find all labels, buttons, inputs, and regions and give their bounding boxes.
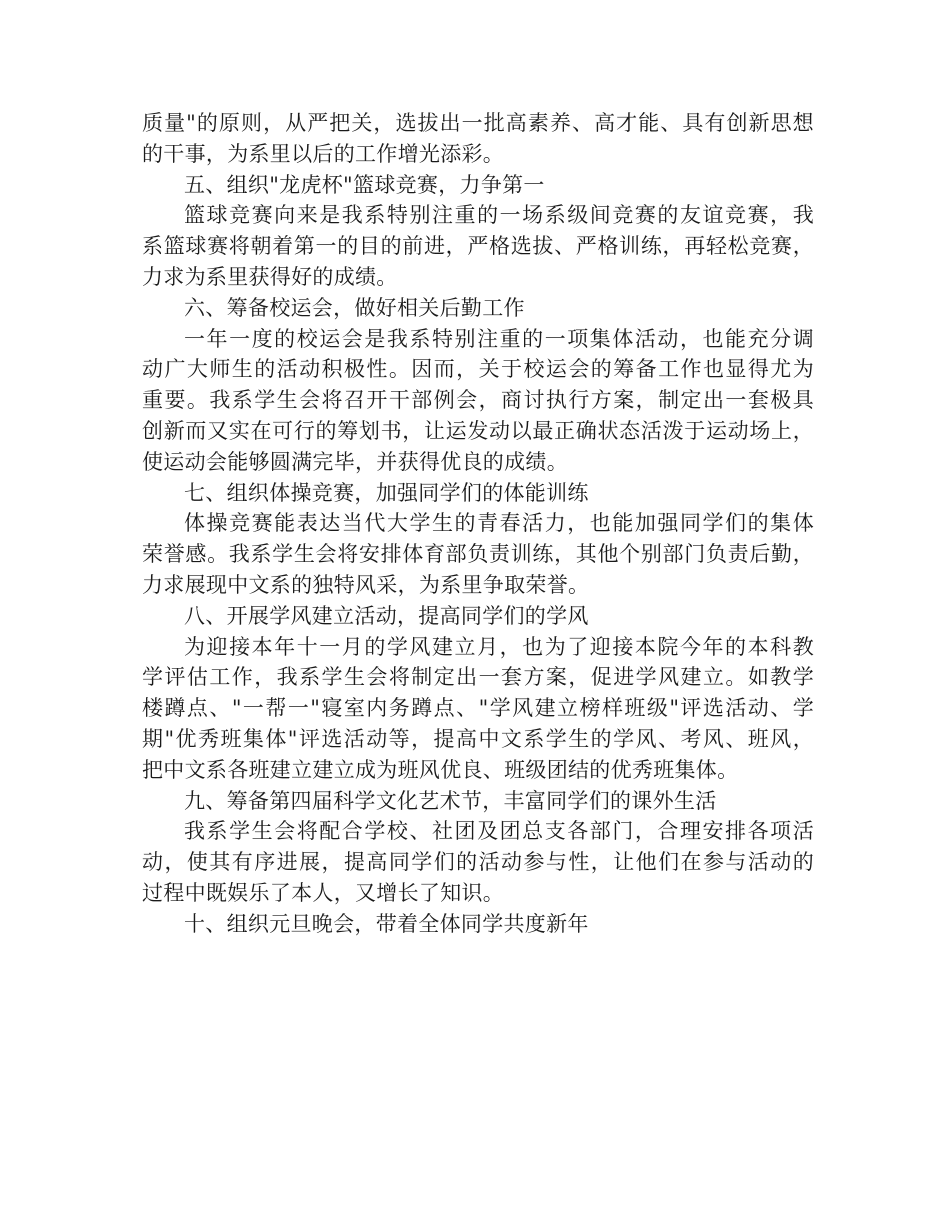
text-line: 过程中既娱乐了本人，又增长了知识。 <box>142 880 505 905</box>
text-line: 力求展现中文系的独特风采，为系里争取荣誉。 <box>142 572 590 597</box>
text-line: 八、开展学风建立活动，提高同学们的学风 <box>184 603 589 628</box>
text-line: 为迎接本年十一月的学风建立月，也为了迎接本院今年的本科教 <box>184 634 814 659</box>
text-line: 力求为系里获得好的成绩。 <box>142 264 398 289</box>
text-line: 荣誉感。我系学生会将安排体育部负责训练，其他个别部门负责后勤， <box>142 542 814 567</box>
text-line: 使运动会能够圆满完毕，并获得优良的成绩。 <box>142 449 568 474</box>
text-line: 动广大师生的活动积极性。因而，关于校运会的筹备工作也显得尤为 <box>142 357 814 382</box>
text-line: 楼蹲点、"一帮一"寝室内务蹲点、"学风建立榜样班级"评选活动、学 <box>142 696 814 721</box>
document-page <box>142 108 814 940</box>
text-line: 一年一度的校运会是我系特别注重的一项集体活动，也能充分调 <box>184 326 814 351</box>
text-line: 六、筹备校运会，做好相关后勤工作 <box>184 295 525 320</box>
text-line: 学评估工作，我系学生会将制定出一套方案，促进学风建立。如教学 <box>142 665 814 690</box>
text-line: 篮球竞赛向来是我系特别注重的一场系级间竞赛的友谊竞赛，我 <box>184 203 814 228</box>
text-line: 七、组织体操竞赛，加强同学们的体能训练 <box>184 480 589 505</box>
text-line: 把中文系各班建立建立成为班风优良、班级团结的优秀班集体。 <box>142 757 739 782</box>
text-line: 动，使其有序进展，提高同学们的活动参与性，让他们在参与活动的 <box>142 850 814 875</box>
text-line: 九、筹备第四届科学文化艺术节，丰富同学们的课外生活 <box>184 788 717 813</box>
text-line: 体操竞赛能表达当代大学生的青春活力，也能加强同学们的集体 <box>184 511 814 536</box>
text-line: 期"优秀班集体"评选活动等，提高中文系学生的学风、考风、班风， <box>142 726 814 751</box>
text-line: 系篮球赛将朝着第一的目的前进，严格选拔、严格训练，再轻松竞赛， <box>142 234 814 259</box>
text-line: 创新而又实在可行的筹划书，让运发动以最正确状态活泼于运动场上， <box>142 418 814 443</box>
text-line: 的干事，为系里以后的工作增光添彩。 <box>142 141 505 166</box>
text-line: 重要。我系学生会将召开干部例会，商讨执行方案，制定出一套极具 <box>142 388 814 413</box>
text-line: 质量"的原则，从严把关，选拔出一批高素养、高才能、具有创新思想 <box>142 111 814 135</box>
text-line: 五、组织"龙虎杯"篮球竞赛，力争第一 <box>184 172 545 197</box>
text-line: 十、组织元旦晚会，带着全体同学共度新年 <box>184 911 589 936</box>
text-line: 我系学生会将配合学校、社团及团总支各部门，合理安排各项活 <box>184 819 814 844</box>
